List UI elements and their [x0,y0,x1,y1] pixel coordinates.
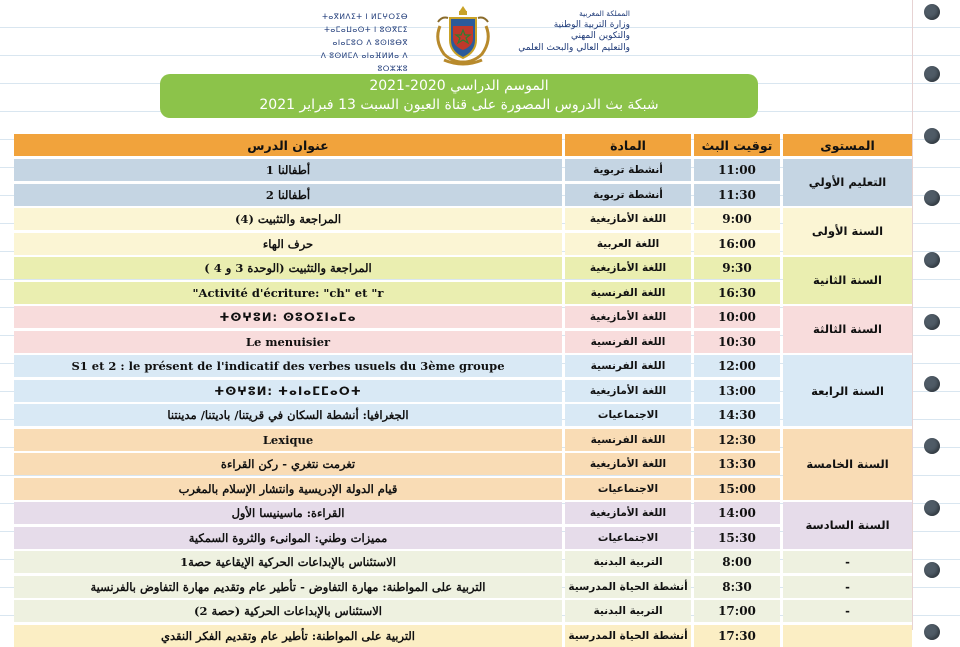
header-tifinagh-line: ⵜⴰⵎⴰⵡⴰⵙⵜ ⵏ ⵓⵙⴳⵎⵉ [324,25,408,34]
lesson-title-cell: Le menuisier [14,331,562,353]
level-cell: السنة الأولى [783,208,912,255]
time-cell: 16:00 [694,233,780,255]
coat-of-arms-logo [432,2,494,66]
table-row [14,478,780,500]
time-cell: 11:30 [694,184,780,206]
binder-ring [924,624,940,640]
level-cell: التعليم الأولي [783,159,912,206]
lesson-title-cell: ⵜⵙⵖⵓⵍ: ⵜⴰⵏⴰⵎⵎⴰⵔⵜ [14,380,562,402]
time-cell: 12:00 [694,355,780,377]
table-row [14,331,780,353]
time-cell: 17:00 [694,600,780,622]
subject-cell: أنشطة تربوية [565,159,691,181]
table-row [14,282,780,304]
table-row [14,257,780,279]
time-cell: 16:30 [694,282,780,304]
subject-cell: اللغة الأمازيغية [565,306,691,328]
binder-ring [924,128,940,144]
table-row [14,453,780,475]
subject-cell: اللغة العربية [565,233,691,255]
lesson-title-cell: S1 et 2 : le présent de l'indicatif des verbes usuels du 3ème groupe [14,355,562,377]
lesson-title-cell: ⵜⵙⵖⵓⵍ: ⵙⵓⵔⵉⵏⴰⵎⴰ [14,306,562,328]
binder-ring [924,190,940,206]
time-cell: 11:00 [694,159,780,181]
header-arabic-line: والتعليم العالي والبحث العلمي [518,42,630,53]
time-cell: 15:30 [694,527,780,549]
level-cell: السنة الخامسة [783,429,912,500]
time-cell: 9:30 [694,257,780,279]
table-header [14,134,912,156]
table-row [14,502,780,524]
table-row [14,600,780,622]
table-row [14,576,780,598]
schedule-title: شبكة بث الدروس المصورة على قناة العيون السبت 13 فبراير 2021 [259,97,659,113]
header-lesson-title: عنوان الدرس [14,134,562,156]
subject-cell: اللغة الأمازيغية [565,208,691,230]
subject-cell: اللغة الأمازيغية [565,257,691,279]
binder-ring [924,252,940,268]
binder-ring [924,314,940,330]
lesson-title-cell: Activité d'écriture: "ch" et "r" [14,282,562,304]
table-row [14,208,780,230]
lesson-title-cell: المراجعة والتثبيت (4) [14,208,562,230]
level-cell: - [783,600,912,622]
header-tifinagh-line: ⴷ ⵓⵙⵍⵎⴷ ⴰⵏⴰⴼⵍⵍⴰ ⴷ ⵓⵔⵣⵣⵓ [320,51,408,73]
lesson-title-cell: حرف الهاء [14,233,562,255]
lesson-title-cell: تغرمت نتغري - ركن القراءة [14,453,562,475]
level-cell: - [783,576,912,598]
table-row [14,355,780,377]
time-cell: 8:00 [694,551,780,573]
level-cell [783,625,912,647]
time-cell: 12:30 [694,429,780,451]
subject-cell: اللغة الأمازيغية [565,453,691,475]
time-cell: 8:30 [694,576,780,598]
lesson-title-cell: الجغرافيا: أنشطة السكان في قريتنا/ باديتنا/ مدينتنا [14,404,562,426]
table-row [14,159,780,181]
binder-ring [924,4,940,20]
time-cell: 15:00 [694,478,780,500]
page-margin-line [912,0,913,630]
subject-cell: اللغة الأمازيغية [565,502,691,524]
subject-cell: اللغة الفرنسية [565,355,691,377]
subject-cell: أنشطة الحياة المدرسية [565,576,691,598]
table-row [14,625,780,647]
time-cell: 17:30 [694,625,780,647]
subject-cell: اللغة الأمازيغية [565,380,691,402]
binder-ring [924,500,940,516]
subject-cell: الاجتماعيات [565,478,691,500]
header-arabic-line: والتكوين المهني [571,31,630,41]
binder-ring [924,66,940,82]
header-arabic [512,8,630,54]
lesson-title-cell: القراءة: ماسينيسا الأول [14,502,562,524]
header-tifinagh-line: ⴰⵏⴰⵎⵓⵔ ⴷ ⵓⵙⵏⵓⴱⴳ [332,38,408,47]
subject-cell: الاجتماعيات [565,527,691,549]
subject-cell: اللغة الفرنسية [565,429,691,451]
table-row [14,306,780,328]
subject-cell: التربية البدنية [565,600,691,622]
subject-cell: أنشطة الحياة المدرسية [565,625,691,647]
lesson-title-cell: قيام الدولة الإدريسية وانتشار الإسلام بالمغرب [14,478,562,500]
lesson-title-cell: الاستئناس بالإبداعات الحركية (حصة 2) [14,600,562,622]
table-row [14,527,780,549]
header-arabic-line: المملكة المغربية [579,9,630,18]
time-cell: 13:00 [694,380,780,402]
binder-ring [924,438,940,454]
level-cell: - [783,551,912,573]
binder-ring [924,562,940,578]
subject-cell: الاجتماعيات [565,404,691,426]
header-level: المستوى [783,134,912,156]
table-row [14,429,780,451]
season-title: الموسم الدراسي 2020-2021 [369,78,549,94]
time-cell: 9:00 [694,208,780,230]
subject-cell: اللغة الفرنسية [565,282,691,304]
subject-cell: التربية البدنية [565,551,691,573]
level-cell: السنة السادسة [783,502,912,549]
subject-cell: أنشطة تربوية [565,184,691,206]
header-tifinagh [292,10,408,75]
table-row [14,404,780,426]
lesson-title-cell: المراجعة والتثبيت (الوحدة 3 و 4 ) [14,257,562,279]
header-subject: المادة [565,134,691,156]
header-tifinagh-line: ⵜⴰⴳⵍⴷⵉⵜ ⵏ ⵍⵎⵖⵔⵉⴱ [322,12,408,21]
lesson-title-cell: أطفالنا 1 [14,159,562,181]
table-row [14,184,780,206]
header-arabic-line: وزارة التربية الوطنية [553,19,630,30]
time-cell: 13:30 [694,453,780,475]
table-row [14,233,780,255]
time-cell: 14:00 [694,502,780,524]
table-row [14,551,780,573]
time-cell: 10:00 [694,306,780,328]
level-cell: السنة الثانية [783,257,912,304]
binder-ring [924,376,940,392]
header-broadcast-time: توقيت البث [694,134,780,156]
lesson-title-cell: مميزات وطني: الموانىء والثروة السمكية [14,527,562,549]
table-row [14,380,780,402]
lesson-title-cell: أطفالنا 2 [14,184,562,206]
lesson-title-cell: الاستئناس بالإبداعات الحركية الإيقاعية حصة1 [14,551,562,573]
title-banner [160,74,758,118]
subject-cell: اللغة الفرنسية [565,331,691,353]
time-cell: 14:30 [694,404,780,426]
lesson-title-cell: التربية على المواطنة: مهارة التفاوض - تأطير عام وتقديم مهارة التفاوض بالفرنسية [14,576,562,598]
level-cell: السنة الرابعة [783,355,912,426]
lesson-title-cell: التربية على المواطنة: تأطير عام وتقديم الفكر النقدي [14,625,562,647]
lesson-title-cell: Lexique [14,429,562,451]
level-cell: السنة الثالثة [783,306,912,353]
time-cell: 10:30 [694,331,780,353]
